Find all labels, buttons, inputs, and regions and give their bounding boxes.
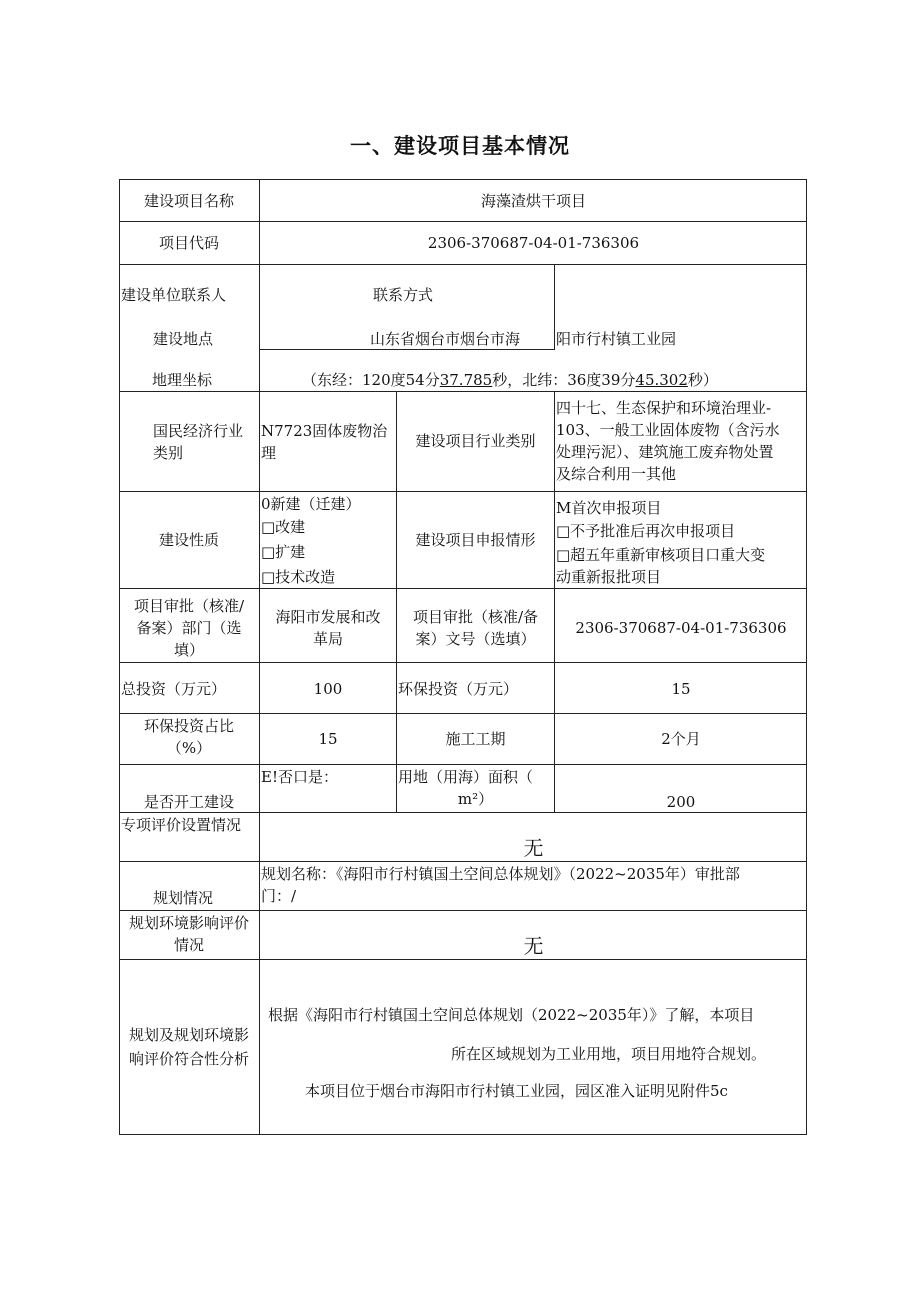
row-divider	[119, 861, 807, 862]
total-investment-value: 100	[313, 680, 343, 698]
compliance-label-line2: 响评价符合性分析	[128, 1050, 249, 1068]
location-value-part2: 阳市行村镇工业园	[556, 330, 677, 348]
row-divider	[119, 264, 807, 265]
approval-department-label-line3: 填）	[173, 641, 204, 659]
page-title: 一、建设项目基本情况	[350, 134, 570, 158]
row-divider	[119, 491, 807, 492]
row-divider	[119, 764, 807, 765]
env-investment-label: 环保投资（万元）	[398, 680, 519, 698]
project-industry-value-line1: 四十七、生态保护和环境治理业-	[556, 399, 772, 417]
env-investment-value: 15	[671, 680, 691, 698]
planning-label: 规划情况	[153, 889, 214, 907]
plan-env-value: 无	[523, 934, 544, 958]
contact-person-label: 建设单位联系人	[121, 286, 227, 304]
industry-category-label-line1: 国民经济行业	[153, 422, 244, 440]
row-divider	[119, 662, 807, 663]
nature-option-tech: □技术改造	[261, 568, 336, 586]
started-value: E!否口是：	[261, 768, 338, 786]
row-divider	[119, 221, 807, 222]
env-ratio-value: 15	[318, 730, 338, 748]
land-area-value: 200	[666, 793, 696, 811]
approval-number-label-line2: 案）文号（选填）	[415, 630, 536, 648]
nature-option-rebuild: □改建	[261, 518, 306, 536]
industry-category-label-line2: 类别	[153, 444, 184, 462]
plan-env-label-line1: 规划环境影响评价	[128, 914, 249, 932]
project-industry-value-line2: 103、一般工业固体废物（含污水	[556, 421, 780, 439]
industry-category-value-line1: N7723固体废物治	[261, 422, 388, 440]
special-eval-label: 专项评价设置情况	[121, 816, 242, 834]
plan-env-label-line2: 情况	[173, 936, 204, 954]
project-name-value: 海藻渣烘干项目	[480, 192, 586, 210]
planning-value-line1: 规划名称：《海阳市行村镇国土空间总体规划》（2022~2035年）审批部	[261, 865, 740, 883]
industry-category-value-line2: 理	[261, 444, 277, 462]
approval-department-value-line1: 海阳市发展和改	[275, 608, 381, 626]
row-divider	[119, 391, 807, 392]
declaration-option-review: □超五年重新审核项目口重大变	[556, 546, 766, 564]
approval-department-value-line2: 革局	[312, 630, 343, 648]
special-eval-value: 无	[523, 836, 544, 860]
env-ratio-label-line1: 环保投资占比	[143, 717, 234, 735]
column-divider	[259, 179, 260, 1135]
row-divider	[119, 713, 807, 714]
declaration-option-again: □不予批准后再次申报项目	[556, 522, 736, 540]
declaration-option-first: M首次申报项目	[556, 499, 662, 517]
approval-number-label-line1: 项目审批（核准/备	[412, 608, 539, 626]
construction-nature-label: 建设性质	[158, 531, 219, 549]
row-divider	[119, 588, 807, 589]
project-industry-value-line3: 处理污泥）、建筑施工废弃物处置	[556, 443, 774, 461]
project-industry-label: 建设项目行业类别	[415, 432, 536, 450]
total-investment-label: 总投资（万元）	[121, 680, 227, 698]
row-divider	[119, 910, 807, 911]
nature-option-expand: □扩建	[261, 543, 306, 561]
compliance-paragraph2: 本项目位于烟台市海阳市行村镇工业园，园区准入证明见附件5c	[305, 1082, 728, 1100]
approval-department-label-line1: 项目审批（核准/	[133, 597, 245, 615]
nature-option-new: 0新建（迁建）	[261, 495, 361, 513]
contact-method-label: 联系方式	[373, 286, 434, 304]
declaration-situation-label: 建设项目申报情形	[415, 531, 536, 549]
project-name-label: 建设项目名称	[143, 192, 234, 210]
row-divider	[119, 959, 807, 960]
construction-period-value: 2个月	[661, 730, 701, 748]
compliance-label-line1: 规划及规划环境影	[128, 1026, 249, 1044]
declaration-option-change: 动重新报批项目	[556, 568, 662, 586]
approval-department-label-line2: 备案）部门（选	[136, 619, 242, 637]
compliance-paragraph1-line1: 根据《海阳市行村镇国土空间总体规划（2022~2035年）》了解，本项目	[268, 1006, 755, 1024]
location-value-part1: 山东省烟台市烟台市海	[370, 330, 521, 348]
compliance-paragraph1-line2: 所在区域规划为工业用地，项目用地符合规划。	[451, 1045, 767, 1063]
land-area-label-line2: m²）	[457, 790, 494, 808]
project-industry-value-line4: 及综合利用一其他	[556, 465, 677, 483]
coordinates-value: （东经：120度54分37.785秒，北纬：36度39分45.302秒）	[302, 371, 718, 389]
started-label: 是否开工建设	[143, 793, 234, 811]
location-label: 建设地点	[153, 330, 214, 348]
planning-value-line2: 门：/	[261, 887, 297, 905]
project-code-value: 2306-370687-04-01-736306	[427, 234, 640, 252]
coordinates-label: 地理坐标	[152, 371, 213, 389]
approval-number-value: 2306-370687-04-01-736306	[575, 619, 787, 637]
column-divider	[554, 264, 555, 350]
project-code-label: 项目代码	[158, 234, 219, 252]
env-ratio-label-line2: （%）	[166, 739, 212, 757]
land-area-label-line1: 用地（用海）面积（	[398, 768, 534, 786]
construction-period-label: 施工工期	[445, 730, 506, 748]
